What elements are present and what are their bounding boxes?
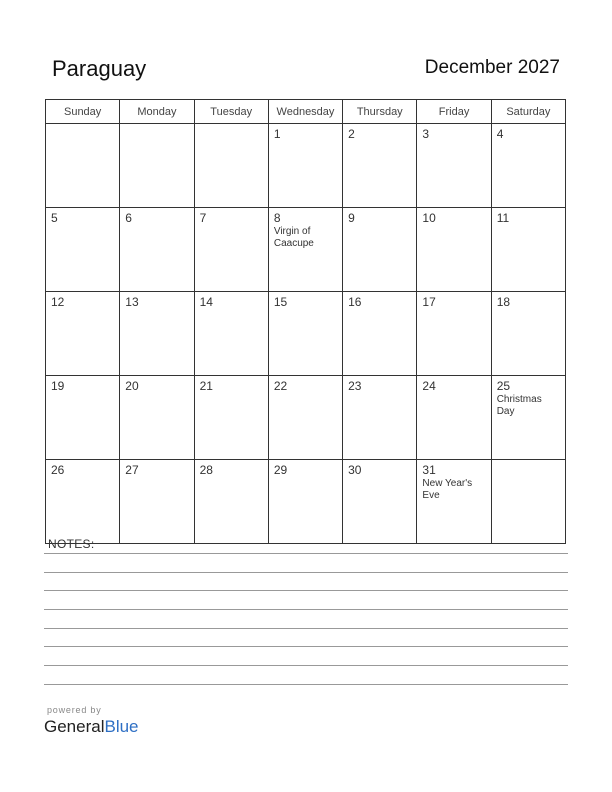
day-cell (343, 124, 417, 208)
weekday-header: Saturday (491, 100, 565, 124)
day-cell (417, 292, 491, 376)
day-number: 11 (496, 211, 510, 225)
day-cell (417, 208, 491, 292)
day-number: 24 (422, 379, 436, 393)
day-number: 3 (422, 127, 430, 141)
powered-by-text: powered by (47, 705, 102, 715)
day-number: 17 (422, 295, 436, 309)
day-cell (120, 124, 194, 208)
week-row (46, 376, 566, 460)
day-number: 23 (348, 379, 362, 393)
day-number: 13 (125, 295, 139, 309)
day-number: 4 (496, 127, 504, 141)
day-cell (343, 292, 417, 376)
calendar-grid (45, 99, 566, 544)
day-number: 7 (199, 211, 207, 225)
day-number: 26 (51, 463, 65, 477)
weekday-header: Sunday (46, 100, 120, 124)
day-number: 9 (348, 211, 355, 225)
week-row (46, 124, 566, 208)
week-row (46, 208, 566, 292)
weekday-header: Monday (120, 100, 194, 124)
day-cell (343, 460, 417, 544)
day-cell (417, 376, 491, 460)
holiday-label: Virgin of Caacupe (273, 226, 314, 249)
calendar-country-title: Paraguay (52, 56, 147, 81)
week-row (46, 292, 566, 376)
weekday-header: Friday (417, 100, 491, 124)
note-line (44, 572, 568, 573)
day-cell (46, 124, 120, 208)
day-number: 10 (422, 211, 436, 225)
day-number: 14 (199, 295, 213, 309)
day-cell (417, 124, 491, 208)
day-cell (491, 460, 565, 544)
day-number: 19 (51, 379, 65, 393)
day-number: 2 (348, 127, 355, 141)
day-number: 1 (273, 127, 281, 141)
day-number: 15 (273, 295, 288, 309)
day-cell (194, 292, 268, 376)
day-number: 29 (273, 463, 288, 477)
day-cell (120, 208, 194, 292)
brand-general: General (44, 717, 105, 736)
brand-logo (44, 717, 139, 737)
day-number: 22 (273, 379, 288, 393)
day-number: 20 (125, 379, 139, 393)
day-cell (120, 292, 194, 376)
day-cell (46, 460, 120, 544)
day-cell (46, 208, 120, 292)
day-cell (194, 124, 268, 208)
day-cell (491, 292, 565, 376)
day-number: 5 (51, 211, 58, 225)
day-cell (343, 208, 417, 292)
weekday-header: Tuesday (194, 100, 268, 124)
note-line (44, 665, 568, 666)
day-cell (46, 376, 120, 460)
day-cell (491, 208, 565, 292)
day-cell (268, 208, 342, 292)
day-cell (194, 208, 268, 292)
day-cell (268, 460, 342, 544)
calendar-month-title: December 2027 (424, 57, 560, 78)
day-cell (268, 376, 342, 460)
note-line (44, 590, 568, 591)
brand-blue: Blue (104, 717, 139, 736)
day-number: 21 (199, 379, 213, 393)
note-line (44, 684, 568, 685)
weekday-header: Thursday (343, 100, 417, 124)
note-line (44, 609, 568, 610)
note-line (44, 553, 568, 554)
day-cell (268, 124, 342, 208)
weekday-header: Wednesday (268, 100, 342, 124)
day-cell (120, 460, 194, 544)
day-cell (491, 124, 565, 208)
day-number: 8 (273, 211, 281, 225)
notes-label: NOTES: (48, 537, 95, 551)
day-number: 16 (348, 295, 362, 309)
day-number: 30 (348, 463, 362, 477)
day-cell (268, 292, 342, 376)
day-cell (491, 376, 565, 460)
day-number: 25 (496, 379, 511, 393)
note-line (44, 646, 568, 647)
day-number: 28 (199, 463, 213, 477)
day-number: 18 (496, 295, 511, 309)
weekday-header-row (46, 100, 566, 124)
day-cell (46, 292, 120, 376)
day-cell (120, 376, 194, 460)
day-cell (194, 376, 268, 460)
holiday-label: New Year's Eve (422, 478, 473, 501)
day-number: 6 (125, 211, 132, 225)
day-cell (343, 376, 417, 460)
day-cell (194, 460, 268, 544)
day-number: 27 (125, 463, 139, 477)
week-row (46, 460, 566, 544)
day-number: 12 (51, 295, 65, 309)
day-number: 31 (422, 463, 436, 477)
note-line (44, 628, 568, 629)
holiday-label: Christmas Day (496, 394, 542, 417)
day-cell (417, 460, 491, 544)
